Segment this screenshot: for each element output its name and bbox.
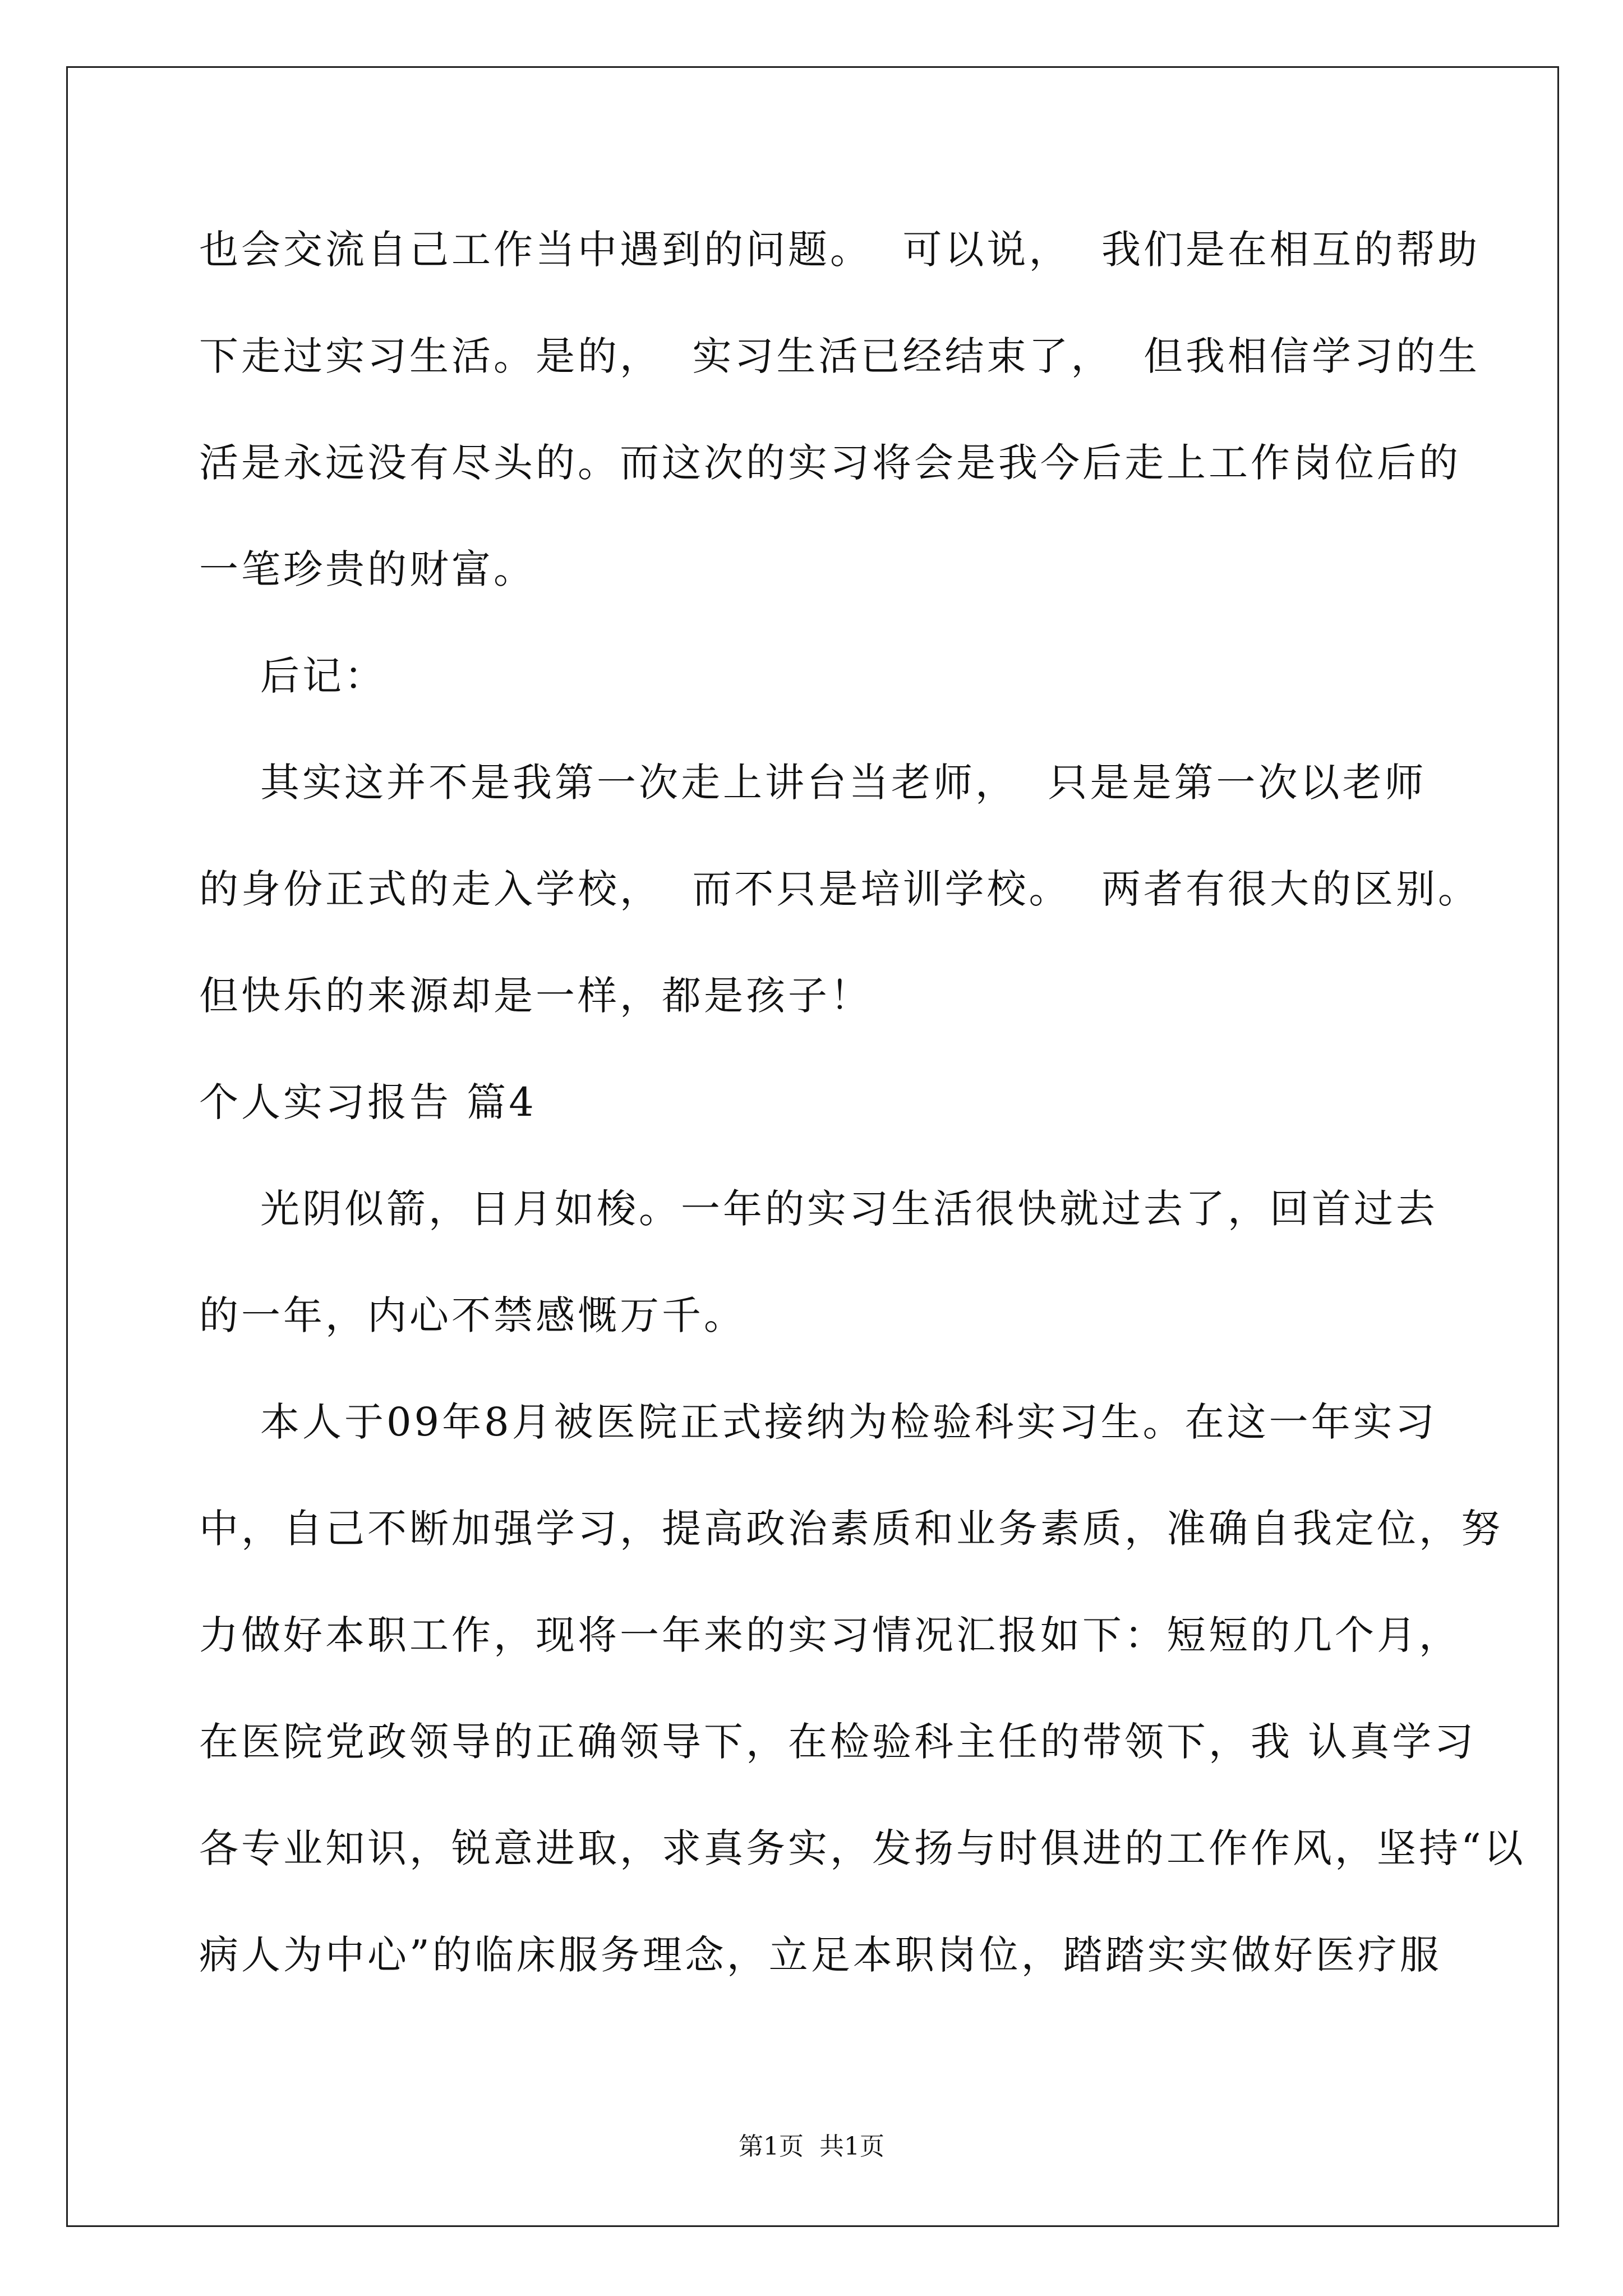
- text-line: 但快乐的来源却是一样，都是孩子！: [199, 973, 872, 1019]
- page-border: [66, 66, 1559, 2227]
- text-line: 也会交流自己工作当中遇到的问题。 可以说， 我们是在相互的帮助: [199, 227, 1481, 273]
- text-line: 的一年，内心不禁感慨万千。: [199, 1292, 746, 1338]
- text-line: 活是永远没有尽头的。而这次的实习将会是我今后走上工作岗位后的: [199, 440, 1461, 486]
- text-line: 光阴似箭，日月如梭。一年的实习生活很快就过去了，回首过去: [199, 1186, 1438, 1232]
- text-line: 后记：: [199, 653, 387, 699]
- text-line: 各专业知识，锐意进取，求真务实，发扬与时俱进的工作作风，坚持“以: [199, 1825, 1526, 1871]
- text-line: 的身份正式的走入学校， 而不只是培训学校。 两者有很大的区别。: [199, 866, 1481, 912]
- section-heading: 个人实习报告 篇4: [199, 1079, 537, 1125]
- page-footer: 第1页 共1页: [739, 2132, 884, 2161]
- text-line: 病人为中心”的临床服务理念，立足本职岗位，踏踏实实做好医疗服: [199, 1932, 1442, 1978]
- text-line: 下走过实习生活。是的， 实习生活已经结束了， 但我相信学习的生: [199, 333, 1481, 379]
- text-line: 力做好本职工作，现将一年来的实习情况汇报如下：短短的几个月，: [199, 1612, 1461, 1658]
- text-line: 本人于09年8月被医院正式接纳为检验科实习生。在这一年实习: [199, 1399, 1437, 1445]
- text-line: 一笔珍贵的财富。: [199, 546, 536, 592]
- text-line: 在医院党政领导的正确领导下，在检验科主任的带领下，我 认真学习: [199, 1719, 1477, 1765]
- text-line: 其实这并不是我第一次走上讲台当老师， 只是是第一次以老师: [199, 760, 1427, 806]
- text-line: 中，自己不断加强学习，提高政治素质和业务素质，准确自我定位，努: [199, 1506, 1503, 1552]
